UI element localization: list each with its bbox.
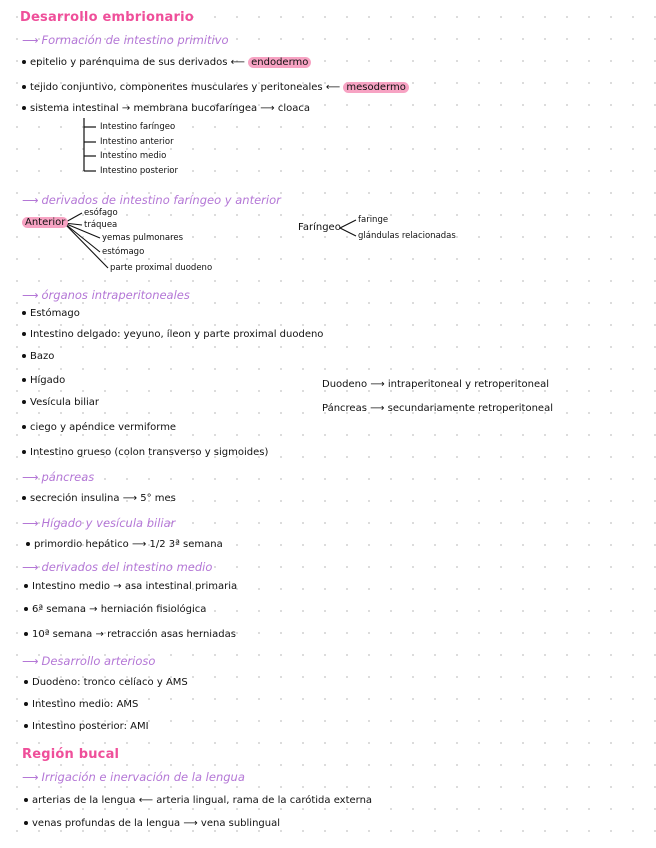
faringeo-fork-1	[340, 220, 356, 228]
section-heading-derivados-faringeo: ⟶ derivados de intestino faríngeo y anterior	[22, 193, 281, 207]
branch-posterior: Intestino posterior	[100, 166, 179, 176]
section-heading-intraperitoneales: ⟶ órganos intraperitoneales	[22, 288, 190, 302]
tag-mesodermo: mesodermo	[343, 82, 409, 93]
bullet-dot	[24, 724, 28, 728]
bullet-primordio: primordio hepático ⟶ 1/2 3ª semana	[26, 540, 223, 550]
bullet-arterias-lengua: arterias de la lengua ⟵ arteria lingual, rama de la carótida externa	[24, 796, 372, 806]
label-faringeo: Faríngeo	[298, 222, 341, 233]
bullet-dot	[24, 632, 28, 636]
bullet-decima-semana: 10ª semana → retracción asas herniadas	[24, 630, 236, 640]
branch-anterior: Intestino anterior	[100, 137, 174, 147]
intraperitoneal-item: Hígado	[22, 376, 65, 386]
bullet-epitelio: epitelio y parénquima de sus derivados ⟵ endodermo	[22, 58, 311, 68]
section-heading-arterioso: ⟶ Desarrollo arterioso	[22, 654, 156, 668]
bullet-dot	[24, 607, 28, 611]
anterior-item-esofago: esófago	[84, 208, 118, 218]
bullet-dot	[22, 106, 26, 110]
arterial-item: Intestino posterior: AMI	[24, 722, 149, 732]
bullet-dot	[22, 450, 26, 454]
anterior-item-estomago: estómago	[102, 247, 145, 257]
bullet-sistema: sistema intestinal → membrana bucofaríngea ⟶ cloaca	[22, 104, 310, 114]
page-title: Desarrollo embrionario	[20, 10, 194, 25]
intraperitoneal-item: Intestino grueso (colon transverso y sigmoides)	[22, 448, 268, 458]
bullet-dot	[22, 425, 26, 429]
bullet-venas-lengua: venas profundas de la lengua ⟶ vena sublingual	[24, 819, 280, 829]
branch-faringeo: Intestino faríngeo	[100, 122, 176, 132]
bullet-dot	[22, 400, 26, 404]
anterior-item-duodeno: parte proximal duodeno	[110, 263, 213, 273]
section-heading-intestino-medio: ⟶ derivados del intestino medio	[22, 560, 213, 574]
anterior-item-yemas: yemas pulmonares	[102, 233, 184, 243]
intraperitoneal-item: Vesícula biliar	[22, 398, 99, 408]
bullet-dot	[24, 680, 28, 684]
bullet-dot	[24, 798, 28, 802]
anterior-item-traquea: tráquea	[84, 220, 118, 230]
bullet-dot	[22, 332, 26, 336]
intraperitoneal-item: Intestino delgado: yeyuno, íleon y parte proximal duodeno	[22, 330, 323, 340]
section-heading-formacion: ⟶ Formación de intestino primitivo	[22, 33, 229, 47]
section-heading-higado: ⟶ Hígado y vesícula biliar	[22, 516, 176, 530]
intraperitoneal-item: Estómago	[22, 309, 80, 319]
bullet-sexta-semana: 6ª semana → herniación fisiológica	[24, 605, 206, 615]
section-title-region-bucal: Región bucal	[22, 747, 120, 762]
section-heading-pancreas: ⟶ páncreas	[22, 470, 95, 484]
bullet-asa: Intestino medio → asa intestinal primaria	[24, 582, 237, 592]
tag-endodermo: endodermo	[248, 57, 311, 68]
bullet-dot	[22, 354, 26, 358]
branch-medio: Intestino medio	[100, 151, 167, 161]
arterial-item: Intestino medio: AMS	[24, 700, 138, 710]
arterial-item: Duodeno: tronco celíaco y AMS	[24, 678, 188, 688]
bullet-dot	[22, 378, 26, 382]
faringeo-item-glandulas: glándulas relacionadas	[358, 231, 456, 241]
note-pancreas: Páncreas ⟶ secundariamente retroperitoneal	[322, 403, 553, 414]
bullet-dot	[22, 85, 26, 89]
note-duodeno: Duodeno ⟶ intraperitoneal y retroperitoneal	[322, 379, 550, 390]
section-heading-lengua: ⟶ Irrigación e inervación de la lengua	[22, 770, 245, 784]
intraperitoneal-item: Bazo	[22, 352, 54, 362]
label-anterior: Anterior	[22, 218, 68, 228]
bullet-dot	[26, 542, 30, 546]
intraperitoneal-item: ciego y apéndice vermiforme	[22, 423, 176, 433]
bullet-dot	[22, 311, 26, 315]
bullet-dot	[22, 496, 26, 500]
bullet-dot	[24, 584, 28, 588]
faringeo-fork-2	[340, 228, 356, 236]
faringeo-item-faringe: faringe	[358, 215, 389, 225]
bullet-dot	[22, 60, 26, 64]
bullet-dot	[24, 821, 28, 825]
bullet-secrecion: secreción insulina ⟶ 5° mes	[22, 494, 176, 504]
bullet-tejido: tejido conjuntivo, componentes musculares y peritoneales ⟵ mesodermo	[22, 83, 409, 93]
bullet-dot	[24, 702, 28, 706]
